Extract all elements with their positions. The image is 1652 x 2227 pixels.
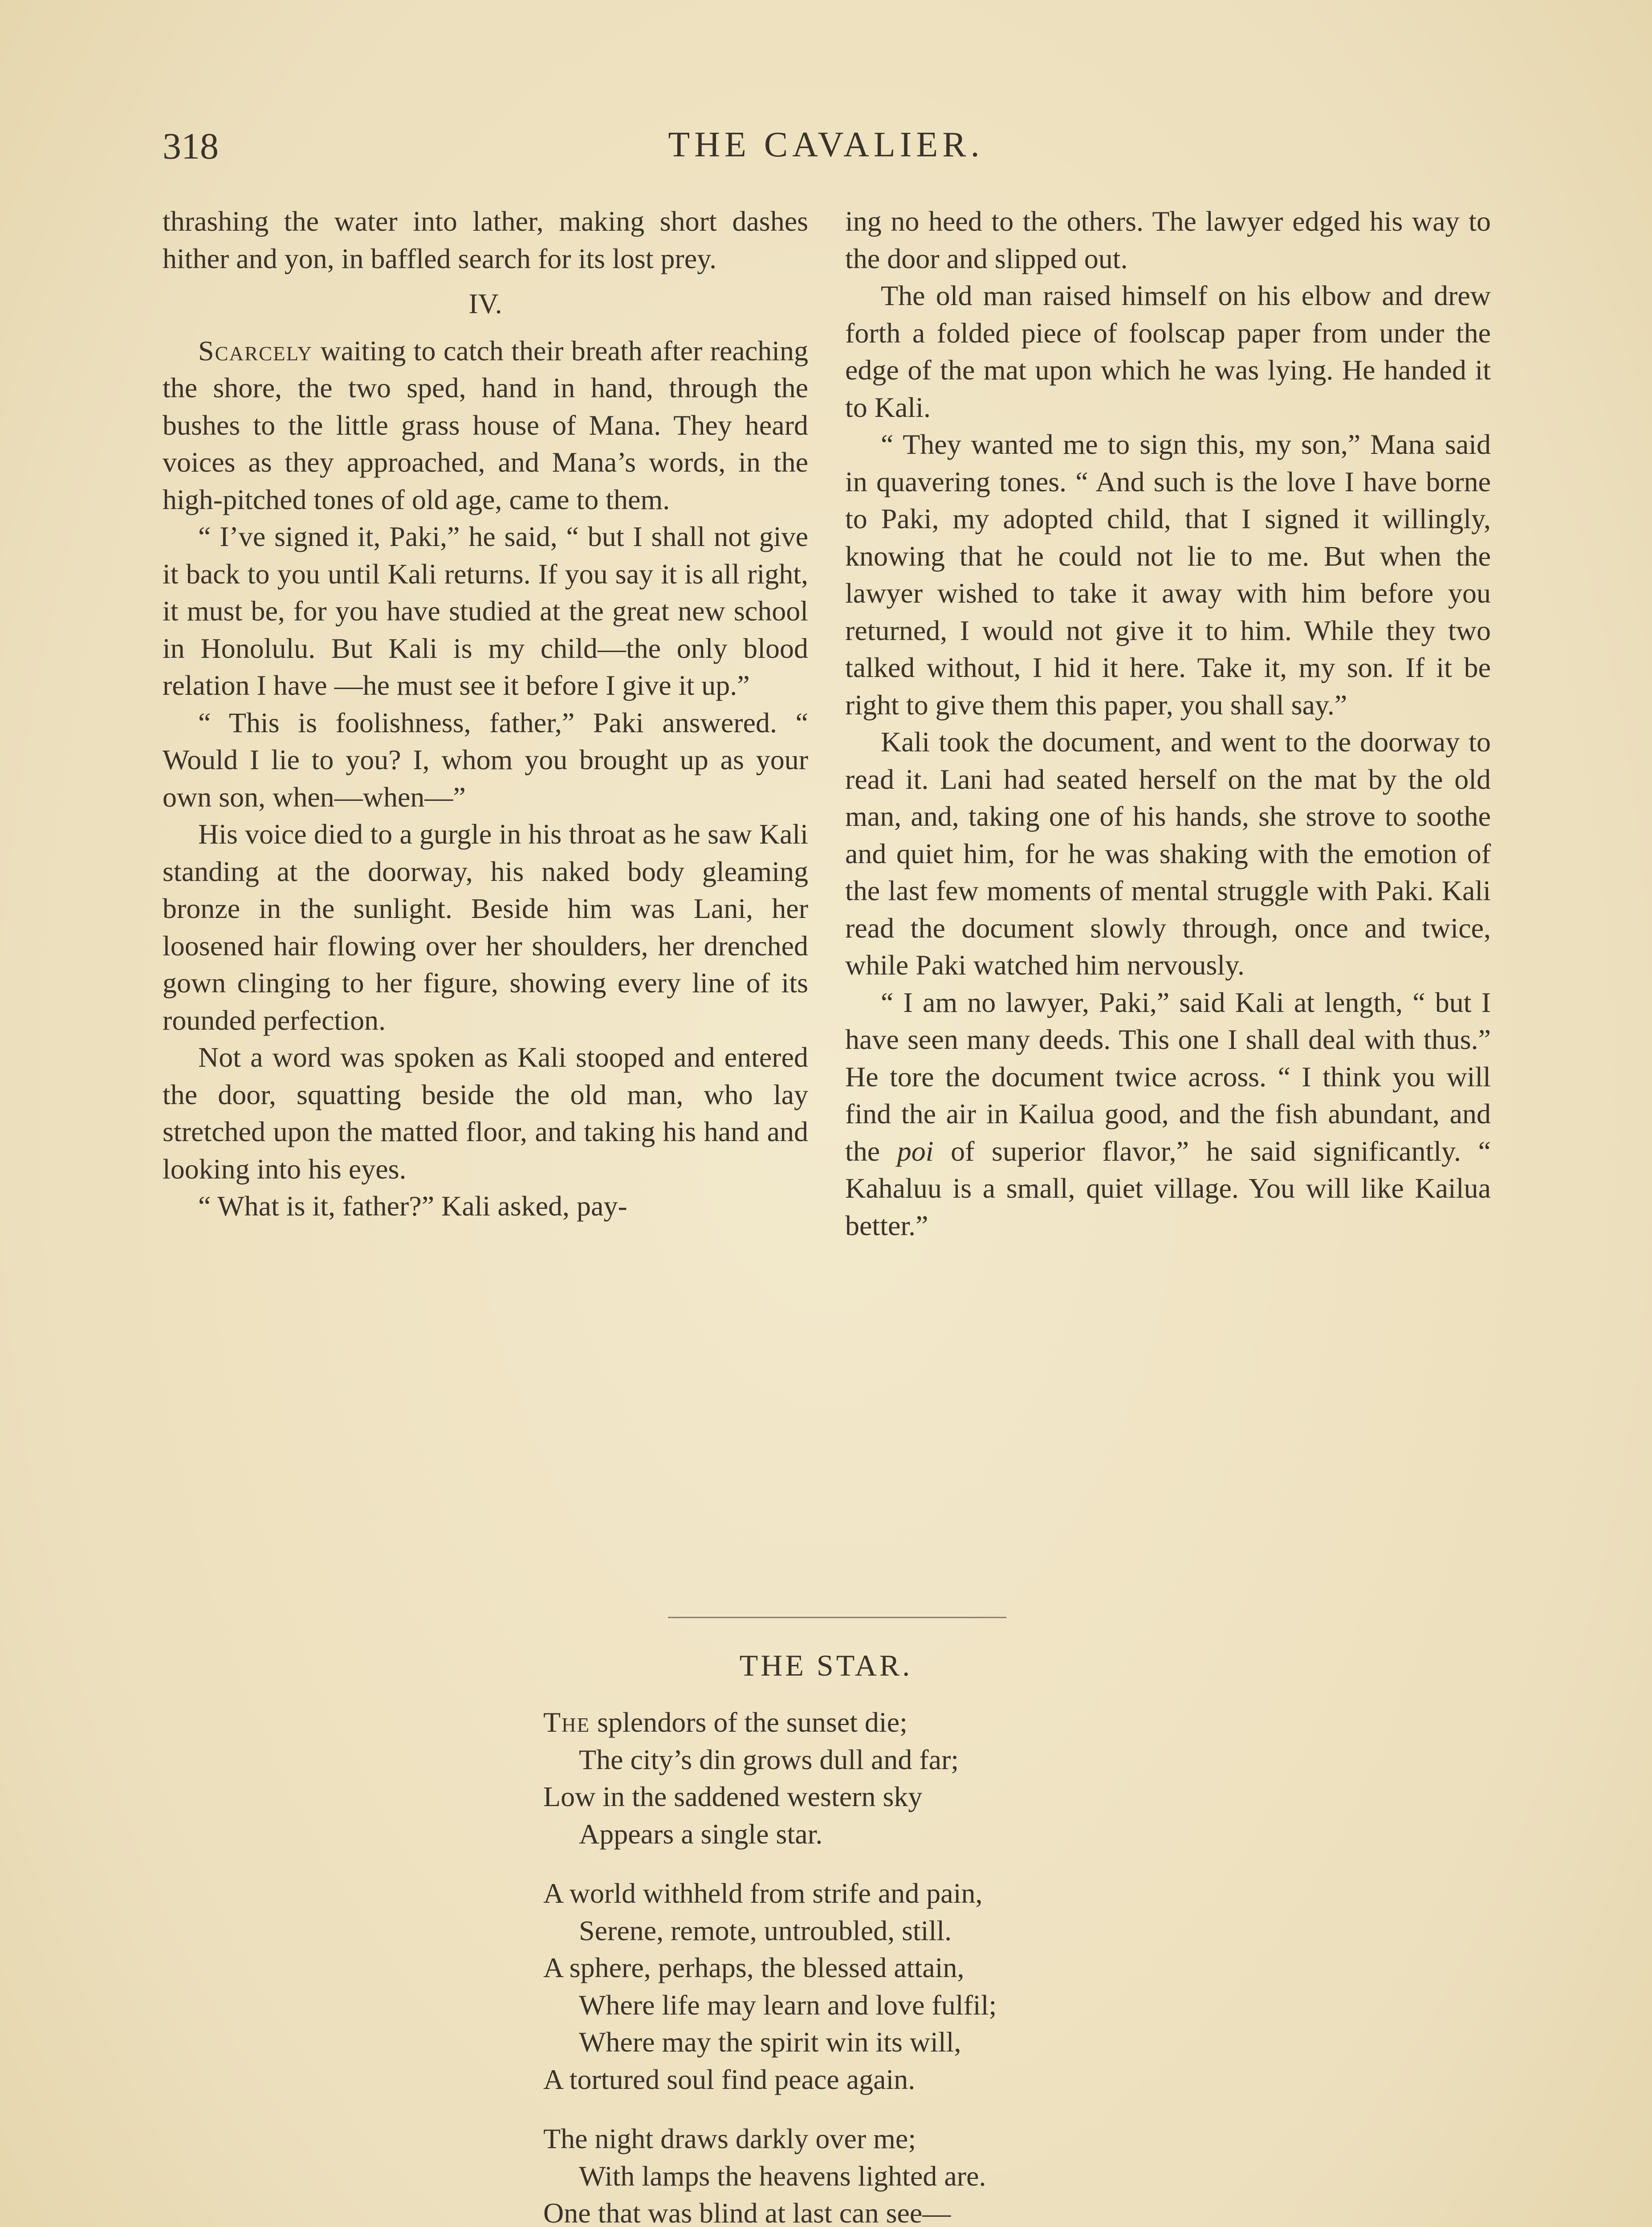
poem-stanza (543, 2120, 1300, 2227)
poem-stanza (543, 1875, 1300, 2098)
paragraph-text: waiting to catch their breath after reaching the shore, the two sped, hand in hand, through the bushes to the little grass house of Mana. They heard voices as they approached, and Mana’s words, in the high-pitched tones of old age, came to them. (163, 334, 808, 515)
poem-title: THE STAR. (739, 1648, 913, 1682)
italic-word: poi (897, 1135, 934, 1167)
lead-word: The (543, 1706, 590, 1738)
paragraph-text: of superior flavor,” he said significantly. “ Kahaluu is a small, quiet village. You will like Kailua better.” (845, 1135, 1491, 1241)
paragraph-text: “ I am no lawyer, Paki,” said Kali at length, “ but I have seen many deeds. This one I shall deal with thus.” He tore the document twice across. “ I think you will find the air in Kailua good, and the fish abundant, and the (845, 986, 1491, 1167)
paragraph: “ What is it, father?” Kali asked, pay- (198, 1190, 627, 1222)
paragraph: ing no heed to the others. The lawyer edged his way to the door and slipped out. (845, 205, 1491, 274)
poem-line: One that was blind at last can see— (543, 2197, 951, 2227)
paragraph: “ This is foolishness, father,” Paki answered. “ Would I lie to you? I, whom you brought up as your own son, when—when—” (163, 706, 808, 813)
page-number: 318 (163, 126, 219, 167)
paragraph (163, 332, 808, 518)
poem-line: Where life may learn and love fulfil; (579, 1989, 997, 2021)
drop-lead-word: Scarcely (198, 334, 313, 367)
poem-line: The night draws darkly over me; (543, 2123, 916, 2154)
poem-line: Appears a single star. (579, 1818, 823, 1850)
running-title: THE CAVALIER. (668, 125, 984, 164)
poem-line: Where may the spirit win its will, (579, 2026, 961, 2058)
section-number: IV. (468, 288, 502, 319)
poem-line: A tortured soul find peace again. (543, 2063, 916, 2095)
poem-line (543, 1704, 1300, 1741)
poem-line: Serene, remote, untroubled, still. (579, 1914, 952, 1946)
section-divider (668, 1617, 1006, 1618)
paragraph: “ They wanted me to sign this, my son,” Mana said in quavering tones. “ And such is the love I have borne to Paki, my adopted child, that I signed it willingly, knowing that he could not lie to me. But when the lawyer wished to take it away with him before you returned, I would not give it to him. While they two talked without, I hid it here. Take it, my son. If it be right to give them this paper, you shall say.” (845, 428, 1491, 721)
poem-line: Low in the saddened western sky (543, 1781, 923, 1812)
poem-line: A sphere, perhaps, the blessed attain, (543, 1952, 964, 1983)
poem-line: With lamps the heavens lighted are. (579, 2160, 986, 2192)
page-header (163, 120, 1489, 174)
left-column (163, 203, 808, 1225)
paragraph: The old man raised himself on his elbow and drew forth a folded piece of foolscap paper from under the edge of the mat upon which he was lying. He handed it to Kali. (845, 280, 1491, 423)
paragraph: “ I’ve signed it, Paki,” he said, “ but I shall not give it back to you until Kali returns. If you say it is all right, it must be, for you have studied at the great new school in Honolulu. But Kali is my child—the only blood relation I have —he must see it before I give it up.” (163, 521, 808, 701)
right-column (845, 203, 1491, 1244)
poem-line-text: splendors of the sunset die; (590, 1706, 907, 1738)
paragraph: thrashing the water into lather, making short dashes hither and yon, in baffled search for its lost prey. (163, 205, 808, 274)
poem-line: A world withheld from strife and pain, (543, 1877, 983, 1909)
paragraph: Not a word was spoken as Kali stooped and entered the door, squatting beside the old man, who lay stretched upon the matted floor, and taking his hand and looking into his eyes. (163, 1041, 808, 1185)
poem-stanza (543, 1704, 1300, 1852)
paragraph: His voice died to a gurgle in his throat as he saw Kali standing at the doorway, his naked body gleaming bronze in the sunlight. Beside him was Lani, her loosened hair flowing over her shoulders, her drenched gown clinging to her figure, showing every line of its rounded perfection. (163, 818, 808, 1036)
paragraph: Kali took the document, and went to the doorway to read it. Lani had seated herself on the mat by the old man, and, taking one of his hands, she strove to soothe and quiet him, for he was shaking with the emotion of the last few moments of mental struggle with Paki. Kali read the document slowly through, once and twice, while Paki watched him nervously. (845, 726, 1491, 981)
poem-body (543, 1704, 1300, 2227)
paragraph (845, 984, 1491, 1244)
poem-line: The city’s din grows dull and far; (579, 1743, 959, 1775)
